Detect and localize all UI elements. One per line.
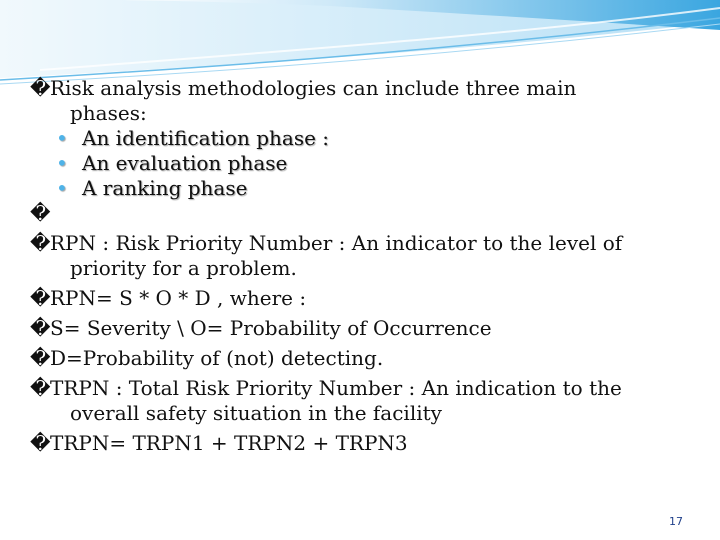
bullet-glyph: � (30, 201, 51, 225)
intro-line-1: Risk analysis methodologies can include three main (50, 76, 577, 100)
bullet-glyph: � (30, 346, 51, 370)
page-number: 17 (669, 515, 683, 528)
paragraph-rpn-definition: �RPN : Risk Priority Number : An indicator to the level of priority for a problem. (30, 231, 623, 280)
paragraph-trpn-definition: �TRPN : Total Risk Priority Number : An indication to the overall safety situation in the facility (30, 376, 622, 425)
bullet-dot: • (56, 176, 68, 200)
slide-body (30, 76, 670, 456)
paragraph-rpn-formula: �RPN= S * O * D , where : (30, 286, 307, 310)
bullet-glyph: � (30, 431, 51, 455)
bullet-glyph: � (30, 316, 51, 340)
bullet-glyph: � (30, 76, 51, 100)
paragraph-severity: �S= Severity \ O= Probability of Occurrence (30, 316, 492, 340)
paragraph-trpn-formula: �TRPN= TRPN1 + TRPN2 + TRPN3 (30, 431, 408, 455)
phase-item-evaluation: • An evaluation phase (56, 151, 288, 175)
intro-line-2: phases: (70, 101, 147, 125)
bullet-dot: • (56, 126, 68, 150)
bullet-dot: • (56, 151, 68, 175)
paragraph-intro (30, 76, 670, 126)
paragraph-detection: �D=Probability of (not) detecting. (30, 346, 384, 370)
phase-item-ranking: • A ranking phase (56, 176, 248, 200)
phase-list (50, 126, 670, 201)
bullet-glyph: � (30, 231, 51, 255)
phase-item-identification: • An identification phase : (56, 126, 330, 150)
bullet-glyph: � (30, 376, 51, 400)
paragraph-empty (30, 201, 670, 226)
bullet-glyph: � (30, 286, 51, 310)
